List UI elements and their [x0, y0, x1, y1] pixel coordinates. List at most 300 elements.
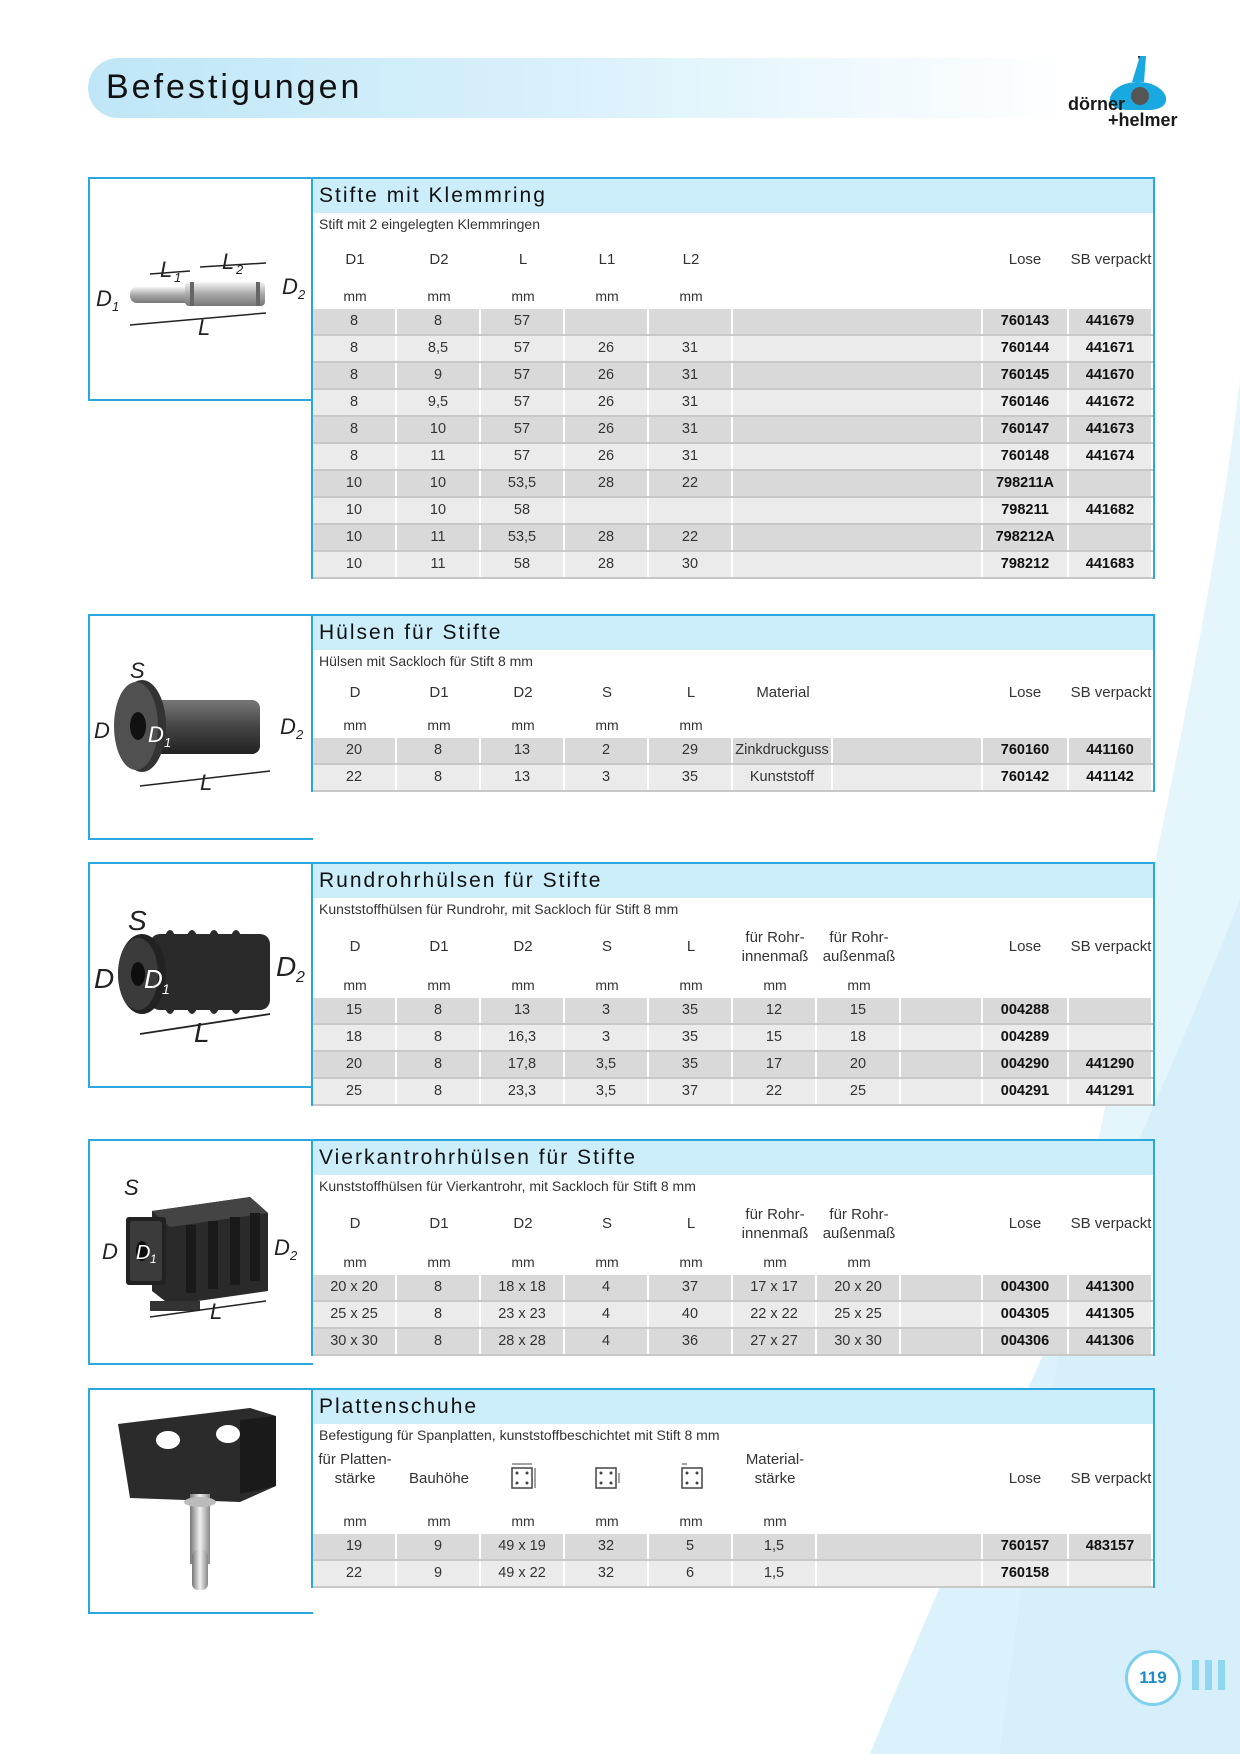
svg-text:L: L [198, 315, 211, 340]
cell: 35 [649, 1052, 733, 1077]
svg-text:S: S [124, 1175, 139, 1200]
cell: 28 [565, 525, 649, 550]
col-header: Material- stärke [745, 1451, 805, 1487]
cell: 15 [313, 998, 397, 1023]
spacer-cell [901, 1025, 983, 1050]
table-row [313, 552, 1153, 579]
page-marker-bars [1192, 1660, 1231, 1695]
hole-distance-icon [592, 1462, 622, 1492]
cell: 26 [565, 390, 649, 415]
unit: mm [595, 1254, 619, 1270]
cell: 37 [649, 1275, 733, 1300]
cell: 19 [313, 1534, 397, 1559]
cell: 26 [565, 363, 649, 388]
units-row [313, 285, 1153, 309]
cell: 8 [397, 309, 481, 334]
article-number: 760142 [983, 765, 1069, 790]
svg-text:1: 1 [162, 981, 170, 997]
table-row [313, 498, 1153, 525]
col-header: D [349, 1215, 361, 1232]
cell: 15 [817, 998, 901, 1023]
col-header: Material [756, 684, 810, 701]
col-header: S [601, 938, 612, 955]
col-header: D2 [513, 684, 533, 701]
cell: 16,3 [481, 1025, 565, 1050]
unit: mm [427, 288, 451, 304]
article-number: 004305 [983, 1302, 1069, 1327]
cell: 10 [313, 552, 397, 577]
unit: mm [511, 977, 535, 993]
cell: 57 [481, 444, 565, 469]
svg-text:D: D [280, 714, 296, 739]
cell: 3,5 [565, 1052, 649, 1077]
cell: 25 x 25 [313, 1302, 397, 1327]
product-image-huelsen [88, 614, 313, 840]
unit: mm [595, 1513, 619, 1529]
cell: 53,5 [481, 471, 565, 496]
article-number: 760146 [983, 390, 1069, 415]
col-header: Bauhöhe [408, 1470, 470, 1487]
cell: 8 [313, 336, 397, 361]
sb-number: 441673 [1069, 417, 1153, 442]
table-row [313, 1534, 1153, 1561]
cell: 22 [649, 471, 733, 496]
cell: 28 x 28 [481, 1329, 565, 1354]
spacer-cell [733, 471, 983, 496]
cell: 22 [313, 765, 397, 790]
cell: 32 [565, 1561, 649, 1586]
article-number: 760160 [983, 738, 1069, 763]
unit: mm [763, 1254, 787, 1270]
spacer-cell [733, 525, 983, 550]
cell: 20 [313, 738, 397, 763]
cell: 2 [565, 738, 649, 763]
spacer-cell [817, 1561, 983, 1586]
section-title: Vierkantrohrhülsen für Stifte [313, 1141, 1153, 1175]
marker-bar [1192, 1660, 1199, 1690]
spacer-cell [833, 738, 983, 763]
col-header: L [518, 251, 528, 268]
marker-bar [1205, 1660, 1212, 1690]
sb-number: 441671 [1069, 336, 1153, 361]
unit: mm [679, 977, 703, 993]
table-row [313, 1329, 1153, 1356]
cell: 8 [397, 1079, 481, 1104]
units-row [313, 974, 1153, 998]
cell: 35 [649, 998, 733, 1023]
cell: 22 x 22 [733, 1302, 817, 1327]
cell: 20 x 20 [313, 1275, 397, 1300]
cell: 8 [397, 1275, 481, 1300]
cell: 36 [649, 1329, 733, 1354]
sb-number: 441670 [1069, 363, 1153, 388]
cell: 49 x 19 [481, 1534, 565, 1559]
table-row [313, 1052, 1153, 1079]
sb-number: 441672 [1069, 390, 1153, 415]
cell [565, 309, 649, 334]
spacer-cell [901, 1275, 983, 1300]
cell: 27 x 27 [733, 1329, 817, 1354]
column-headers [313, 237, 1153, 285]
col-header: L [686, 684, 696, 701]
svg-text:1: 1 [112, 299, 120, 314]
cell: 6 [649, 1561, 733, 1586]
unit: mm [679, 1254, 703, 1270]
col-header: Lose [1008, 251, 1042, 268]
svg-text:S: S [130, 658, 145, 683]
svg-text:D: D [96, 286, 112, 311]
cell: 8 [397, 1052, 481, 1077]
sb-number: 441683 [1069, 552, 1153, 577]
cell: 4 [565, 1275, 649, 1300]
article-number: 760158 [983, 1561, 1069, 1586]
svg-text:2: 2 [296, 969, 305, 986]
article-number: 798212 [983, 552, 1069, 577]
cell: 29 [649, 738, 733, 763]
table-row [313, 1302, 1153, 1329]
svg-text:D: D [94, 718, 110, 743]
col-header: für Rohr- außenmaß [822, 1206, 896, 1242]
cell: 11 [397, 444, 481, 469]
spacer-cell [817, 1534, 983, 1559]
cell: 10 [313, 525, 397, 550]
unit: mm [343, 1254, 367, 1270]
svg-text:1: 1 [164, 735, 172, 750]
section-title: Rundrohrhülsen für Stifte [313, 864, 1153, 898]
table-row [313, 390, 1153, 417]
cell: 22 [649, 525, 733, 550]
unit: mm [763, 1513, 787, 1529]
brand-logo [1068, 52, 1190, 134]
col-header: SB verpackt [1070, 684, 1152, 701]
sb-number: 483157 [1069, 1534, 1153, 1559]
unit: mm [595, 288, 619, 304]
spacer-cell [733, 552, 983, 577]
cell: 8 [313, 444, 397, 469]
table-body [313, 1275, 1153, 1356]
section-subtitle: Hülsen mit Sackloch für Stift 8 mm [313, 650, 1153, 674]
table-body [313, 738, 1153, 792]
article-number: 760148 [983, 444, 1069, 469]
cell: 8,5 [397, 336, 481, 361]
sb-number: 441291 [1069, 1079, 1153, 1104]
plate-dimension-icon [508, 1462, 538, 1492]
cell: 25 [817, 1079, 901, 1104]
sb-number: 441305 [1069, 1302, 1153, 1327]
col-header: D2 [513, 1215, 533, 1232]
table-rundrohr [311, 862, 1155, 1106]
svg-text:L: L [200, 770, 213, 795]
cell: 13 [481, 998, 565, 1023]
article-number: 004288 [983, 998, 1069, 1023]
col-header: D [349, 684, 361, 701]
square-tube-sleeve-icon [90, 1141, 313, 1363]
cell: 31 [649, 444, 733, 469]
cell: 20 x 20 [817, 1275, 901, 1300]
unit: mm [595, 717, 619, 733]
cell: 49 x 22 [481, 1561, 565, 1586]
section-subtitle: Stift mit 2 eingelegten Klemmringen [313, 213, 1153, 237]
unit: mm [343, 977, 367, 993]
article-number: 004290 [983, 1052, 1069, 1077]
table-row [313, 471, 1153, 498]
spacer-cell [733, 498, 983, 523]
svg-text:1: 1 [174, 270, 182, 285]
table-body [313, 998, 1153, 1106]
product-image-platten [88, 1388, 313, 1614]
article-number: 760147 [983, 417, 1069, 442]
cell: 31 [649, 417, 733, 442]
article-number: 798211 [983, 498, 1069, 523]
sleeve-diagram-icon [90, 616, 313, 838]
cell: 8 [397, 998, 481, 1023]
cell: 25 [313, 1079, 397, 1104]
unit: mm [679, 288, 703, 304]
column-headers [313, 922, 1153, 974]
cell: 8 [313, 363, 397, 388]
spacer-cell [901, 1079, 983, 1104]
spacer-cell [733, 336, 983, 361]
unit: mm [427, 977, 451, 993]
unit: mm [427, 717, 451, 733]
svg-text:2: 2 [236, 262, 244, 277]
logo-line1: dörner [1068, 94, 1126, 114]
col-header: D1 [429, 1215, 449, 1232]
article-number: 760144 [983, 336, 1069, 361]
round-tube-sleeve-icon [90, 864, 313, 1086]
col-header: S [601, 1215, 612, 1232]
cell: 3 [565, 998, 649, 1023]
cell: 10 [397, 417, 481, 442]
panel-shoe-icon [90, 1390, 313, 1612]
sb-number [1069, 1561, 1153, 1586]
col-header: für Platten- stärke [318, 1451, 392, 1487]
col-header: D1 [345, 251, 365, 268]
cell: 8 [313, 309, 397, 334]
cell: 8 [397, 738, 481, 763]
col-header: D2 [513, 938, 533, 955]
table-vierkant [311, 1139, 1155, 1356]
cell: 8 [397, 1329, 481, 1354]
cell: 4 [565, 1302, 649, 1327]
cell: 32 [565, 1534, 649, 1559]
unit: mm [511, 717, 535, 733]
unit: mm [511, 1254, 535, 1270]
article-number: 004300 [983, 1275, 1069, 1300]
col-header: D2 [429, 251, 449, 268]
marker-bar [1218, 1660, 1225, 1690]
col-header: S [601, 684, 612, 701]
cell: 3,5 [565, 1079, 649, 1104]
sb-number: 441679 [1069, 309, 1153, 334]
cell: 11 [397, 552, 481, 577]
cell: 30 [649, 552, 733, 577]
spacer-cell [733, 444, 983, 469]
svg-text:D: D [136, 1242, 151, 1264]
cell: 37 [649, 1079, 733, 1104]
cell: 18 [817, 1025, 901, 1050]
table-stifte [311, 177, 1155, 579]
col-header: SB verpackt [1070, 1470, 1152, 1487]
table-row [313, 998, 1153, 1025]
sb-number: 441160 [1069, 738, 1153, 763]
cell: 57 [481, 417, 565, 442]
unit: mm [679, 717, 703, 733]
svg-text:D: D [144, 964, 163, 994]
pin-diagram-icon [90, 179, 313, 399]
cell: 57 [481, 363, 565, 388]
unit: mm [847, 1254, 871, 1270]
cell: 31 [649, 390, 733, 415]
product-image-rundrohr [88, 862, 313, 1088]
svg-text:L: L [194, 1017, 210, 1048]
col-header: für Rohr- außenmaß [822, 929, 896, 965]
cell: 5 [649, 1534, 733, 1559]
unit: mm [763, 977, 787, 993]
spacer-cell [901, 1302, 983, 1327]
cell: 22 [733, 1079, 817, 1104]
table-row [313, 336, 1153, 363]
unit: mm [679, 1513, 703, 1529]
sb-number: 441290 [1069, 1052, 1153, 1077]
article-number: 004291 [983, 1079, 1069, 1104]
cell: 53,5 [481, 525, 565, 550]
svg-text:2: 2 [298, 287, 306, 302]
cell: 9,5 [397, 390, 481, 415]
svg-text:L: L [160, 257, 173, 282]
unit: mm [343, 288, 367, 304]
cell: 57 [481, 390, 565, 415]
column-headers [313, 1199, 1153, 1251]
svg-text:D: D [94, 963, 115, 994]
table-row [313, 765, 1153, 792]
cell: 13 [481, 765, 565, 790]
svg-text:D: D [276, 951, 297, 982]
cell: 11 [397, 525, 481, 550]
cell: 35 [649, 765, 733, 790]
article-number: 760143 [983, 309, 1069, 334]
table-platten [311, 1388, 1155, 1588]
table-row [313, 444, 1153, 471]
unit: mm [343, 717, 367, 733]
article-number: 798212A [983, 525, 1069, 550]
product-image-vierkant [88, 1139, 313, 1365]
sb-number [1069, 525, 1153, 550]
section-subtitle: Kunststoffhülsen für Rundrohr, mit Sackloch für Stift 8 mm [313, 898, 1153, 922]
hole-offset-icon [676, 1462, 706, 1492]
spacer-cell [901, 1329, 983, 1354]
page-number: 119 [1125, 1650, 1181, 1706]
cell: 22 [313, 1561, 397, 1586]
article-number: 004289 [983, 1025, 1069, 1050]
table-row [313, 309, 1153, 336]
cell: 1,5 [733, 1561, 817, 1586]
cell: 8 [313, 390, 397, 415]
svg-text:D: D [274, 1235, 290, 1260]
col-header: Lose [1008, 938, 1042, 955]
spacer-cell [901, 1052, 983, 1077]
cell: 9 [397, 363, 481, 388]
spacer-cell [733, 363, 983, 388]
svg-text:D: D [282, 274, 298, 299]
article-number: 760145 [983, 363, 1069, 388]
cell: 9 [397, 1561, 481, 1586]
unit: mm [595, 977, 619, 993]
col-header: L2 [682, 251, 700, 268]
column-headers [313, 674, 1153, 714]
cell: 31 [649, 363, 733, 388]
col-header: SB verpackt [1070, 251, 1152, 268]
svg-text:D: D [102, 1239, 118, 1264]
col-header: für Rohr- innenmaß [741, 929, 809, 965]
cell: 3 [565, 765, 649, 790]
cell: 57 [481, 336, 565, 361]
cell: 1,5 [733, 1534, 817, 1559]
cell [565, 498, 649, 523]
table-row [313, 738, 1153, 765]
col-header: Lose [1008, 1470, 1042, 1487]
sb-number: 441300 [1069, 1275, 1153, 1300]
section-title: Stifte mit Klemmring [313, 179, 1153, 213]
table-row [313, 363, 1153, 390]
unit: mm [847, 977, 871, 993]
sb-number: 441674 [1069, 444, 1153, 469]
col-header: SB verpackt [1070, 938, 1152, 955]
unit: mm [427, 1254, 451, 1270]
cell: 31 [649, 336, 733, 361]
col-header: L [686, 938, 696, 955]
table-row [313, 417, 1153, 444]
svg-text:D: D [148, 722, 164, 747]
col-header: L [686, 1215, 696, 1232]
sb-number [1069, 471, 1153, 496]
table-body [313, 309, 1153, 579]
cell: 17,8 [481, 1052, 565, 1077]
svg-text:2: 2 [296, 727, 304, 742]
cell: 28 [565, 552, 649, 577]
svg-text:1: 1 [150, 1252, 157, 1266]
cell: 13 [481, 738, 565, 763]
svg-text:2: 2 [290, 1248, 298, 1263]
cell: 9 [397, 1534, 481, 1559]
cell: 8 [397, 1025, 481, 1050]
cell: 58 [481, 498, 565, 523]
svg-text:S: S [128, 905, 147, 936]
cell: 57 [481, 309, 565, 334]
cell: 18 [313, 1025, 397, 1050]
svg-text:L: L [222, 249, 235, 274]
product-image-stifte [88, 177, 313, 401]
cell: 58 [481, 552, 565, 577]
cell: 10 [313, 498, 397, 523]
unit: mm [343, 1513, 367, 1529]
column-headers [313, 1448, 1153, 1510]
col-header: D1 [429, 684, 449, 701]
cell: 30 x 30 [313, 1329, 397, 1354]
table-row [313, 1561, 1153, 1588]
cell: 10 [397, 498, 481, 523]
col-header: L1 [598, 251, 616, 268]
cell: 3 [565, 1025, 649, 1050]
cell: 23 x 23 [481, 1302, 565, 1327]
units-row [313, 1510, 1153, 1534]
col-header: Lose [1008, 684, 1042, 701]
col-header: Lose [1008, 1215, 1042, 1232]
col-header: für Rohr- innenmaß [741, 1206, 809, 1242]
cell: 25 x 25 [817, 1302, 901, 1327]
cell: 26 [565, 444, 649, 469]
article-number: 798211A [983, 471, 1069, 496]
